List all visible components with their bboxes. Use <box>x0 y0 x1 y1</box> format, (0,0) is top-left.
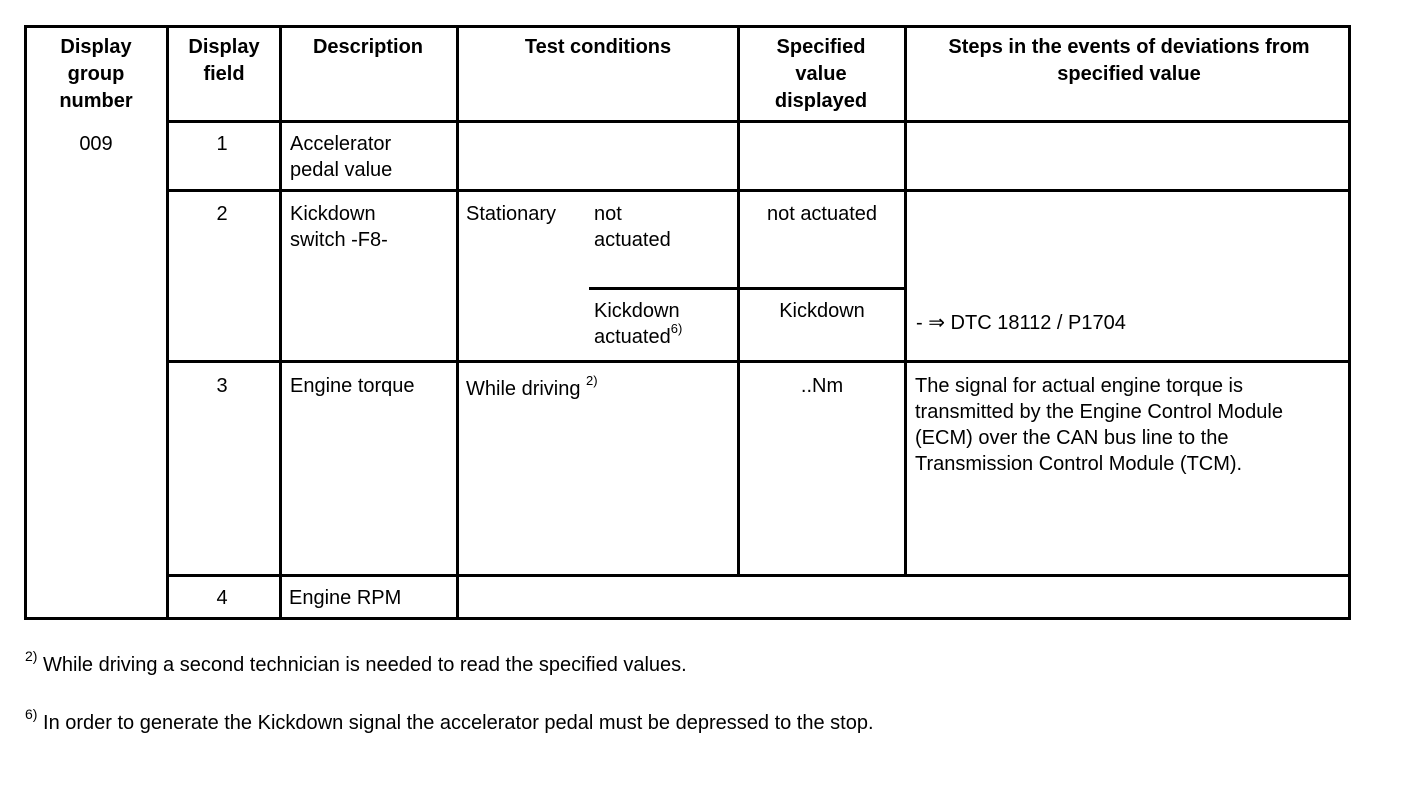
header-test-conditions: Test conditions <box>524 36 672 58</box>
footnote-marker: 6) <box>25 706 38 723</box>
footnote-text: In order to generate the Kickdown signal the accelerator pedal must be depressed to the stop. <box>43 712 874 734</box>
row-divider <box>166 189 1351 192</box>
row-2-sub-1-value: not actuated <box>766 203 878 225</box>
row-2-sub-2-condition-text: Kickdown actuated <box>594 300 680 348</box>
row-2-sub-2-condition <box>594 298 734 350</box>
row-4-field: 4 <box>216 587 228 609</box>
row-3-field: 3 <box>216 375 228 397</box>
row-1-description: Accelerator pedal value <box>290 133 393 181</box>
header-display-field: Display field <box>188 36 260 85</box>
table-border-left <box>24 25 27 620</box>
row-3-description: Engine torque <box>290 375 415 397</box>
row-3-condition <box>466 373 598 402</box>
row-2-sub-1-condition: not actuated <box>594 203 671 251</box>
row-3-condition-text: While driving <box>466 378 581 400</box>
table-border-right <box>1348 25 1351 620</box>
row-4-description: Engine RPM <box>289 587 402 609</box>
header-description: Description <box>312 36 424 58</box>
row-divider <box>589 287 907 290</box>
col-divider <box>904 192 907 576</box>
group-number: 009 <box>79 133 113 155</box>
footnote-2 <box>25 648 687 678</box>
footnote-ref: 6) <box>670 321 683 337</box>
footnote-marker: 2) <box>25 648 38 665</box>
row-divider <box>166 120 1351 123</box>
row-2-sub-2-value: Kickdown <box>779 300 865 322</box>
row-2-condition: Stationary <box>466 203 557 225</box>
col-divider <box>166 25 169 620</box>
row-3-value: ..Nm <box>800 375 844 397</box>
row-divider <box>24 617 1351 620</box>
header-group-number: Display group number <box>59 36 133 112</box>
row-2-description: Kickdown switch -F8- <box>290 203 388 251</box>
header-specified-value: Specified value displayed <box>774 36 868 112</box>
col-divider <box>737 288 740 576</box>
row-2-steps: - ⇒ DTC 18112 / P1704 <box>916 312 1126 334</box>
footnote-6 <box>25 706 874 736</box>
col-divider <box>456 25 459 620</box>
row-2-field: 2 <box>216 203 228 225</box>
row-divider <box>166 574 1351 577</box>
footnote-ref: 2) <box>586 373 598 389</box>
row-divider <box>166 360 1351 363</box>
footnote-text: While driving a second technician is needed to read the specified values. <box>43 654 687 676</box>
row-1-field: 1 <box>216 133 228 155</box>
col-divider <box>904 25 907 192</box>
row-3-steps: The signal for actual engine torque is transmitted by the Engine Control Module (ECM) over the CAN bus line to the Transmission Control Module (TCM). <box>915 375 1283 475</box>
row-divider <box>24 25 1351 28</box>
header-steps: Steps in the events of deviations from specified value <box>948 36 1310 85</box>
col-divider <box>737 25 740 192</box>
col-divider <box>279 25 282 620</box>
